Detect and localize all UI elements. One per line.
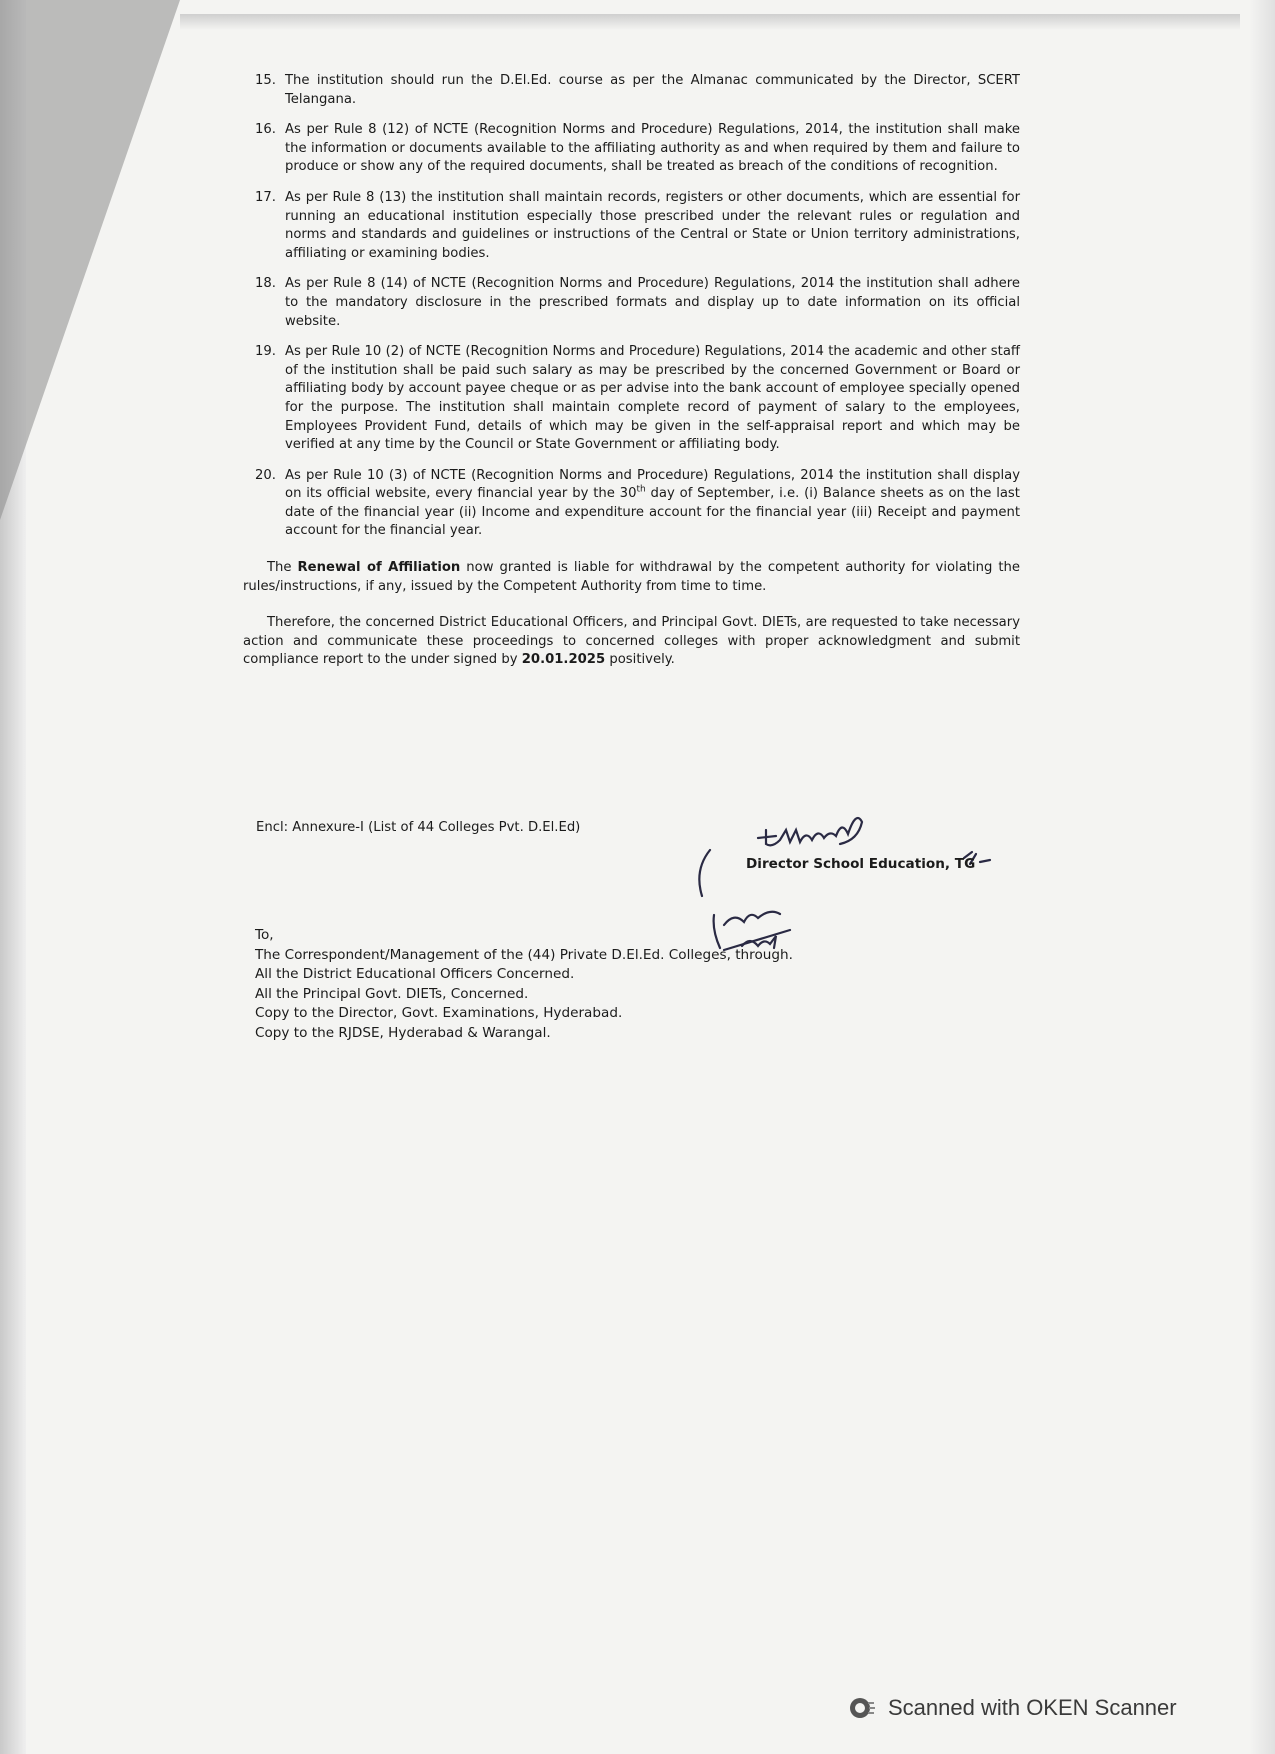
para-text: Therefore, the concerned District Educational Officers, and Principal Govt. DIETs, are requested to take necessary action and communicate these proceedings to concerned colleges with proper acknowledgment and submit compliance report to the under signed by	[243, 615, 1020, 668]
recipient-line: All the Principal Govt. DIETs, Concerned.	[255, 985, 529, 1002]
scanner-watermark	[848, 1694, 1177, 1722]
item-text-part: As per Rule 10 (3) of NCTE (Recognition Norms and Procedure) Regulations, 2014 the institution shall display on its official website, every financial year by the 30	[285, 467, 1020, 502]
recipient-block	[255, 926, 793, 1043]
recipient-line: The Correspondent/Management of the (44) Private D.El.Ed. Colleges, through.	[255, 946, 793, 963]
renewal-paragraph	[243, 559, 1020, 596]
list-item	[255, 189, 1020, 263]
signatory-title: Director School Education, TG	[746, 856, 976, 872]
item-number: 15.	[255, 73, 276, 88]
item-number: 18.	[255, 276, 276, 292]
to-label: To,	[255, 927, 274, 943]
recipient-line: Copy to the Director, Govt. Examinations, Hyderabad.	[255, 1005, 623, 1021]
superscript: th	[636, 484, 646, 495]
list-item	[255, 467, 1020, 541]
item-text: As per Rule 8 (14) of NCTE (Recognition Norms and Procedure) Regulations, 2014 the institution shall adhere to the mandatory disclosure in the prescribed formats and display up to date information on its official website.	[285, 276, 1020, 329]
para-bold: Renewal of Affiliation	[297, 560, 461, 576]
scan-shadow-wedge	[0, 0, 180, 520]
item-number: 19.	[255, 344, 276, 360]
document-body	[243, 72, 1020, 670]
item-text: The institution should run the D.El.Ed. course as per the Almanac communicated by the Director, SCERT Telangana.	[285, 73, 1020, 107]
item-number: 17.	[255, 189, 276, 205]
request-paragraph	[243, 614, 1020, 670]
item-number: 16.	[255, 122, 276, 138]
item-number: 20.	[255, 467, 276, 483]
scan-shadow-top	[180, 14, 1240, 30]
scan-shadow-right	[1249, 0, 1275, 1754]
item-text	[285, 467, 1020, 541]
list-item	[255, 121, 1020, 177]
list-item	[255, 275, 1020, 331]
item-text: As per Rule 10 (2) of NCTE (Recognition Norms and Procedure) Regulations, 2014 the academic and other staff of the institution shall be paid such salary as may be prescribed by the concerned Government or Board or affiliating body by account payee cheque or as per advise into the bank account of employee specially opened for the purpose. The institution shall maintain complete record of payment of salary to the employees, Employees Provident Fund, details of which may be given in the self-appraisal report and which may be verified at any time by the Council or State Government or affiliating body.	[285, 344, 1020, 453]
item-text: As per Rule 8 (12) of NCTE (Recognition Norms and Procedure) Regulations, 2014, the institution shall make the information or documents available to the affiliating authority as and when required by them and failure to produce or show any of the required documents, shall be treated as breach of the conditions of recognition.	[285, 122, 1020, 175]
scanner-text: Scanned with OKEN Scanner	[888, 1695, 1177, 1720]
enclosure-note: Encl: Annexure-I (List of 44 Colleges Pvt. D.El.Ed)	[256, 820, 581, 835]
para-bold: 20.01.2025	[521, 652, 606, 668]
item-text: As per Rule 8 (13) the institution shall maintain records, registers or other documents, which are essential for running an educational institution especially those prescribed under the relevant rules or regulation and norms and standards and guidelines or instructions of the Central or State or Union territory administrations, affiliating or examining bodies.	[285, 189, 1020, 261]
para-text: The	[267, 560, 298, 576]
recipient-line: Copy to the RJDSE, Hyderabad & Warangal.	[255, 1024, 551, 1041]
item-text-part: day of September, i.e. (i) Balance sheets as on the last date of the financial year (ii) Income and expenditure account for the financial year (iii) Receipt and payment account for the financial year.	[285, 486, 1020, 539]
list-item	[255, 72, 1020, 109]
para-text: positively.	[605, 652, 675, 668]
para-text: now granted is liable for withdrawal by the competent authority for violating the rules/instructions, if any, issued by the Competent Authority from time to time.	[243, 560, 1020, 594]
list-item	[255, 343, 1020, 455]
recipient-line: All the District Educational Officers Concerned.	[255, 966, 575, 982]
scanner-logo-icon	[848, 1694, 876, 1722]
